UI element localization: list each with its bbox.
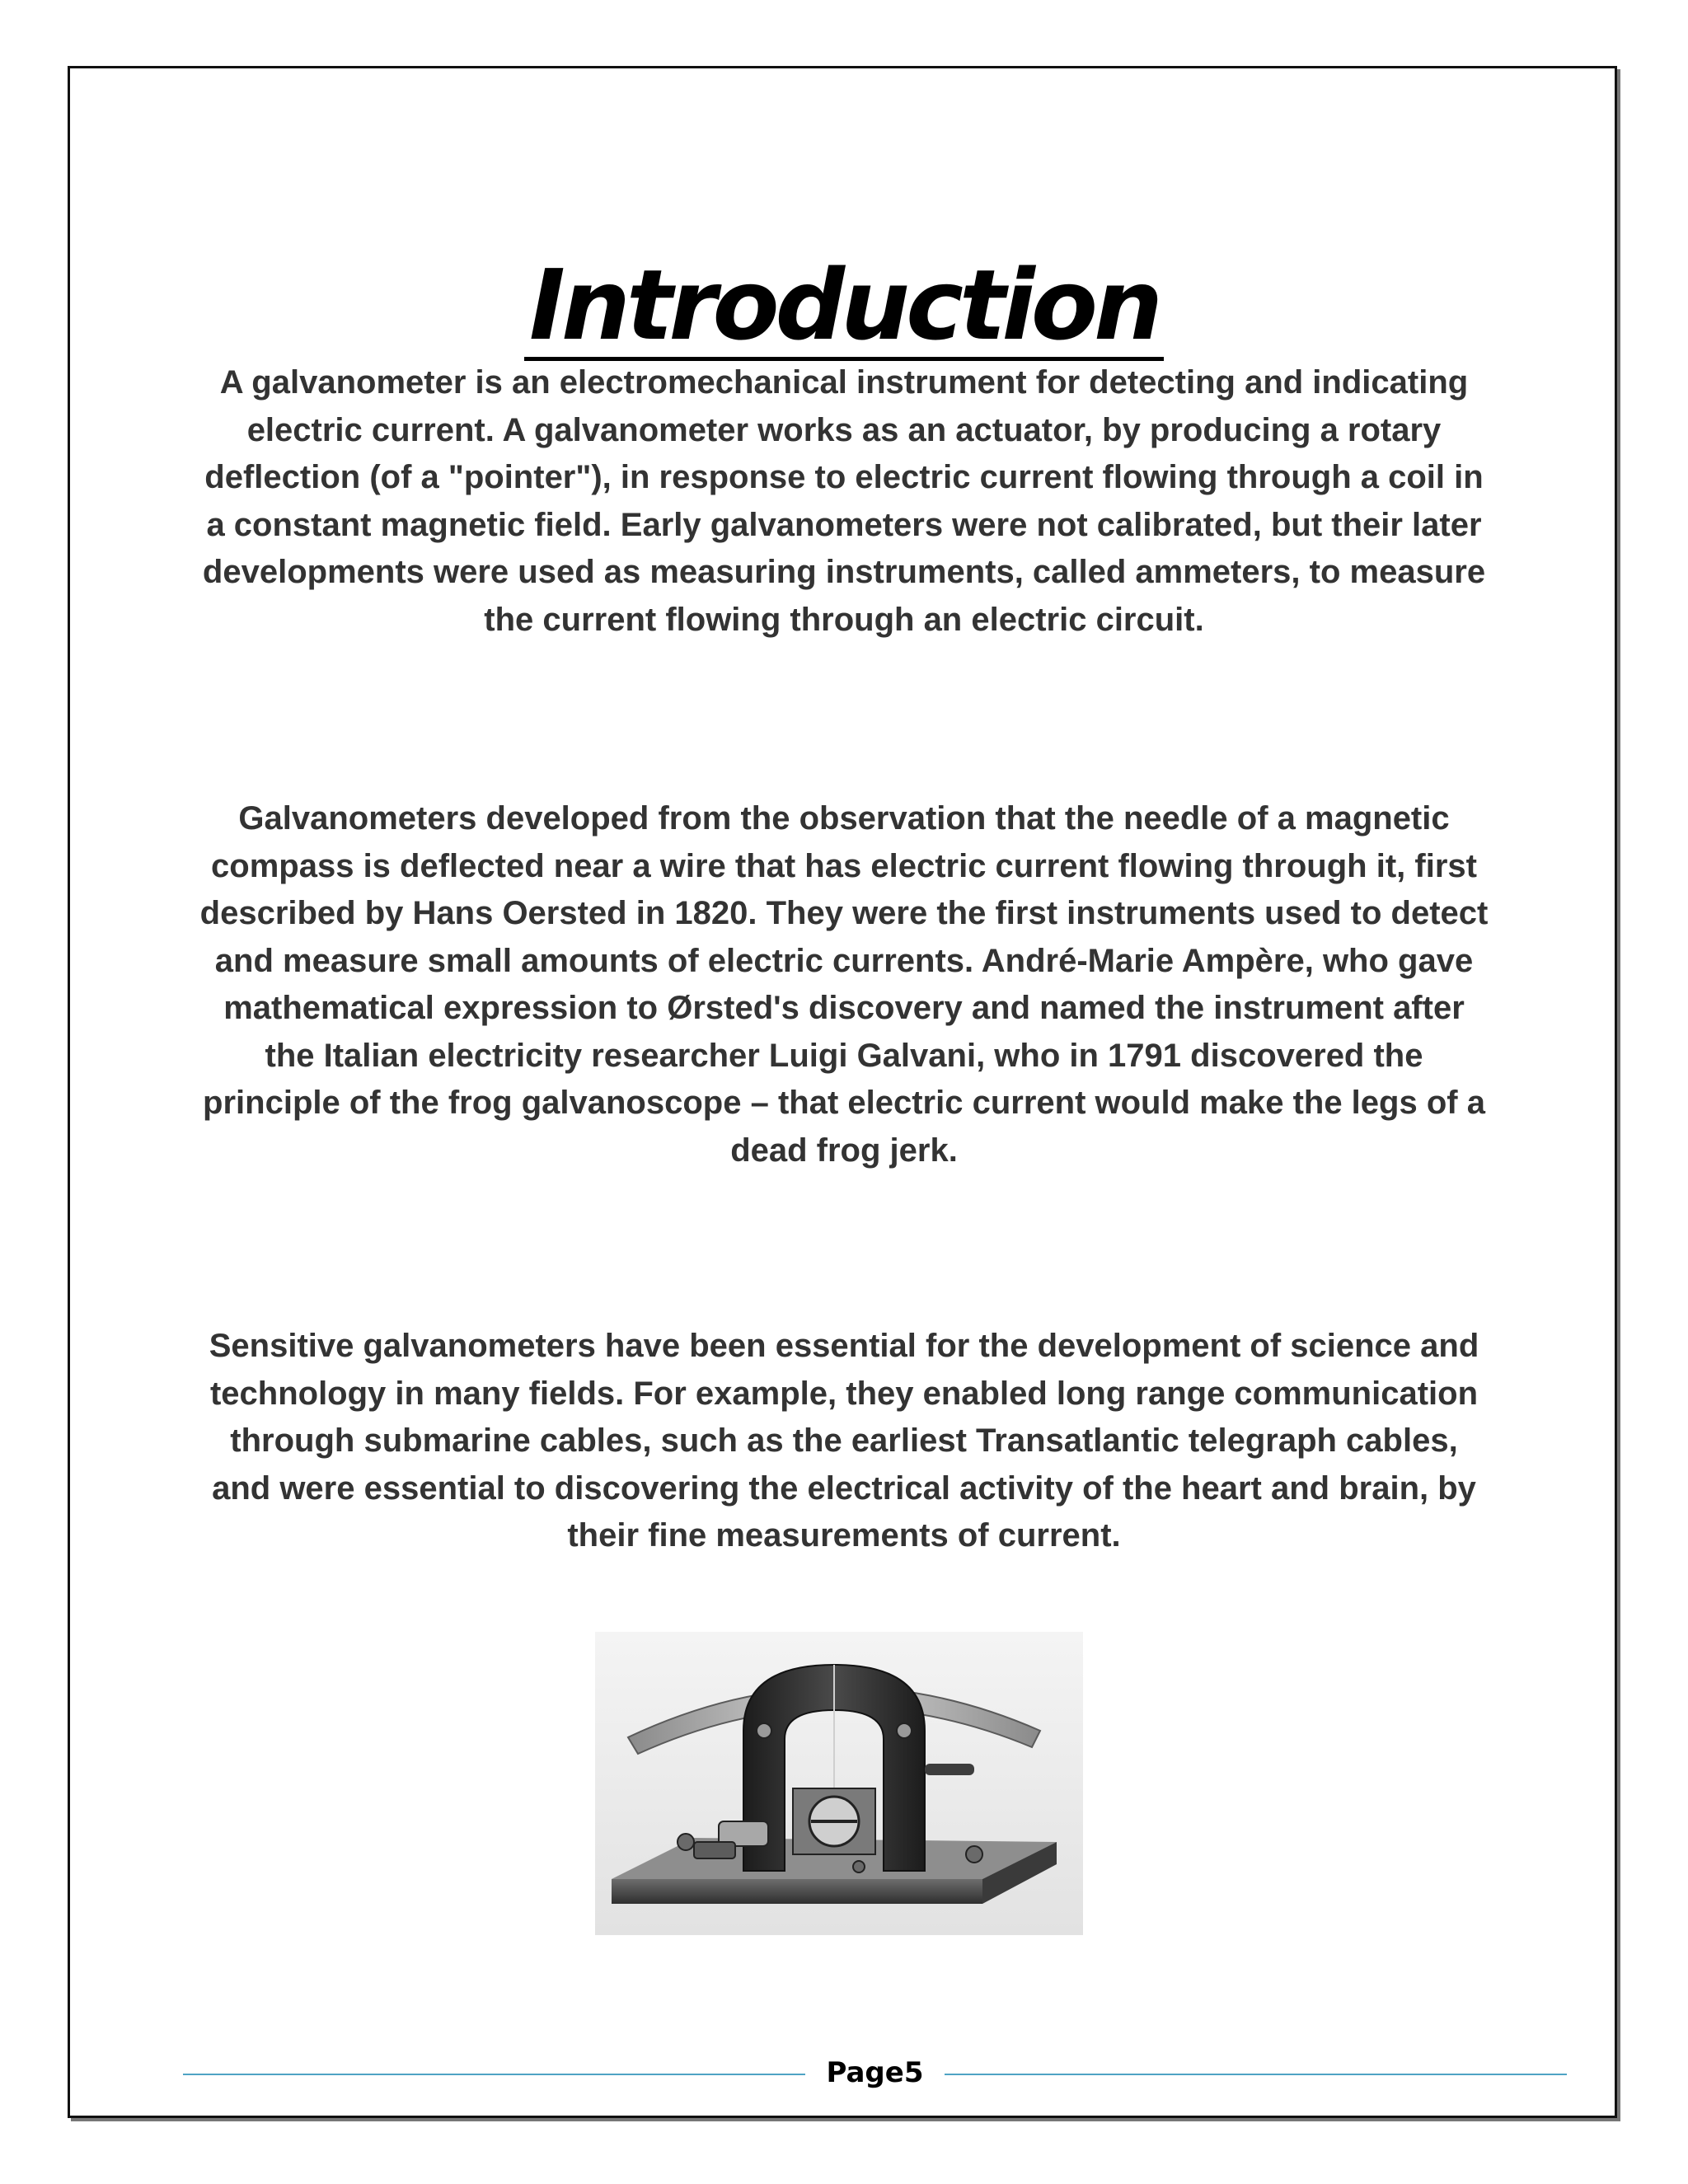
galvanometer-photo	[595, 1632, 1083, 1935]
page-title-text: Introduction	[524, 256, 1164, 361]
footer-rule-left	[183, 2074, 805, 2075]
footer-rule-right	[945, 2074, 1567, 2075]
knob-stem	[694, 1842, 735, 1858]
page-number: Page5	[826, 2056, 924, 2089]
side-handle	[925, 1764, 974, 1775]
paragraph-1: A galvanometer is an electromechanical instrument for detecting and indicating electric current. A galvanometer works as an actuator, by producing a rotary deflection (of a "pointer"), in response to electric current flowing through a coil in a constant magnetic field. Early galvanometers were not calibrated, but their later developments were used as measuring instruments, called ammeters, to measure the current flowing through an electric circuit.	[202, 364, 1486, 638]
paragraph-2: Galvanometers developed from the observation that the needle of a magnetic compass is deflected near a wire that has electric current flowing through it, first described by Hans Oersted in 1820. They were the first instruments used to detect and measure small amounts of electric currents. André-Marie Ampère, who gave mathematical expression to Ørsted's discovery and named the instrument after the Italian electricity researcher Luigi Galvani, who in 1791 discovered the principle of the frog galvanoscope – that electric current would make the legs of a dead frog jerk.	[199, 800, 1489, 1169]
base-plate-front	[612, 1879, 982, 1904]
terminal-right	[966, 1846, 982, 1863]
terminal-center	[853, 1861, 865, 1872]
screw-right	[897, 1723, 912, 1738]
terminal-left	[678, 1834, 694, 1850]
screw-left	[757, 1723, 771, 1738]
paragraph-3: Sensitive galvanometers have been essential for the development of science and technology in many fields. For example, they enabled long range communication through submarine cables, such as the earliest Transatlantic telegraph cables, and were essential to discovering the electrical activity of the heart and brain, by their fine measurements of current.	[209, 1328, 1479, 1554]
page-title	[0, 248, 1688, 363]
